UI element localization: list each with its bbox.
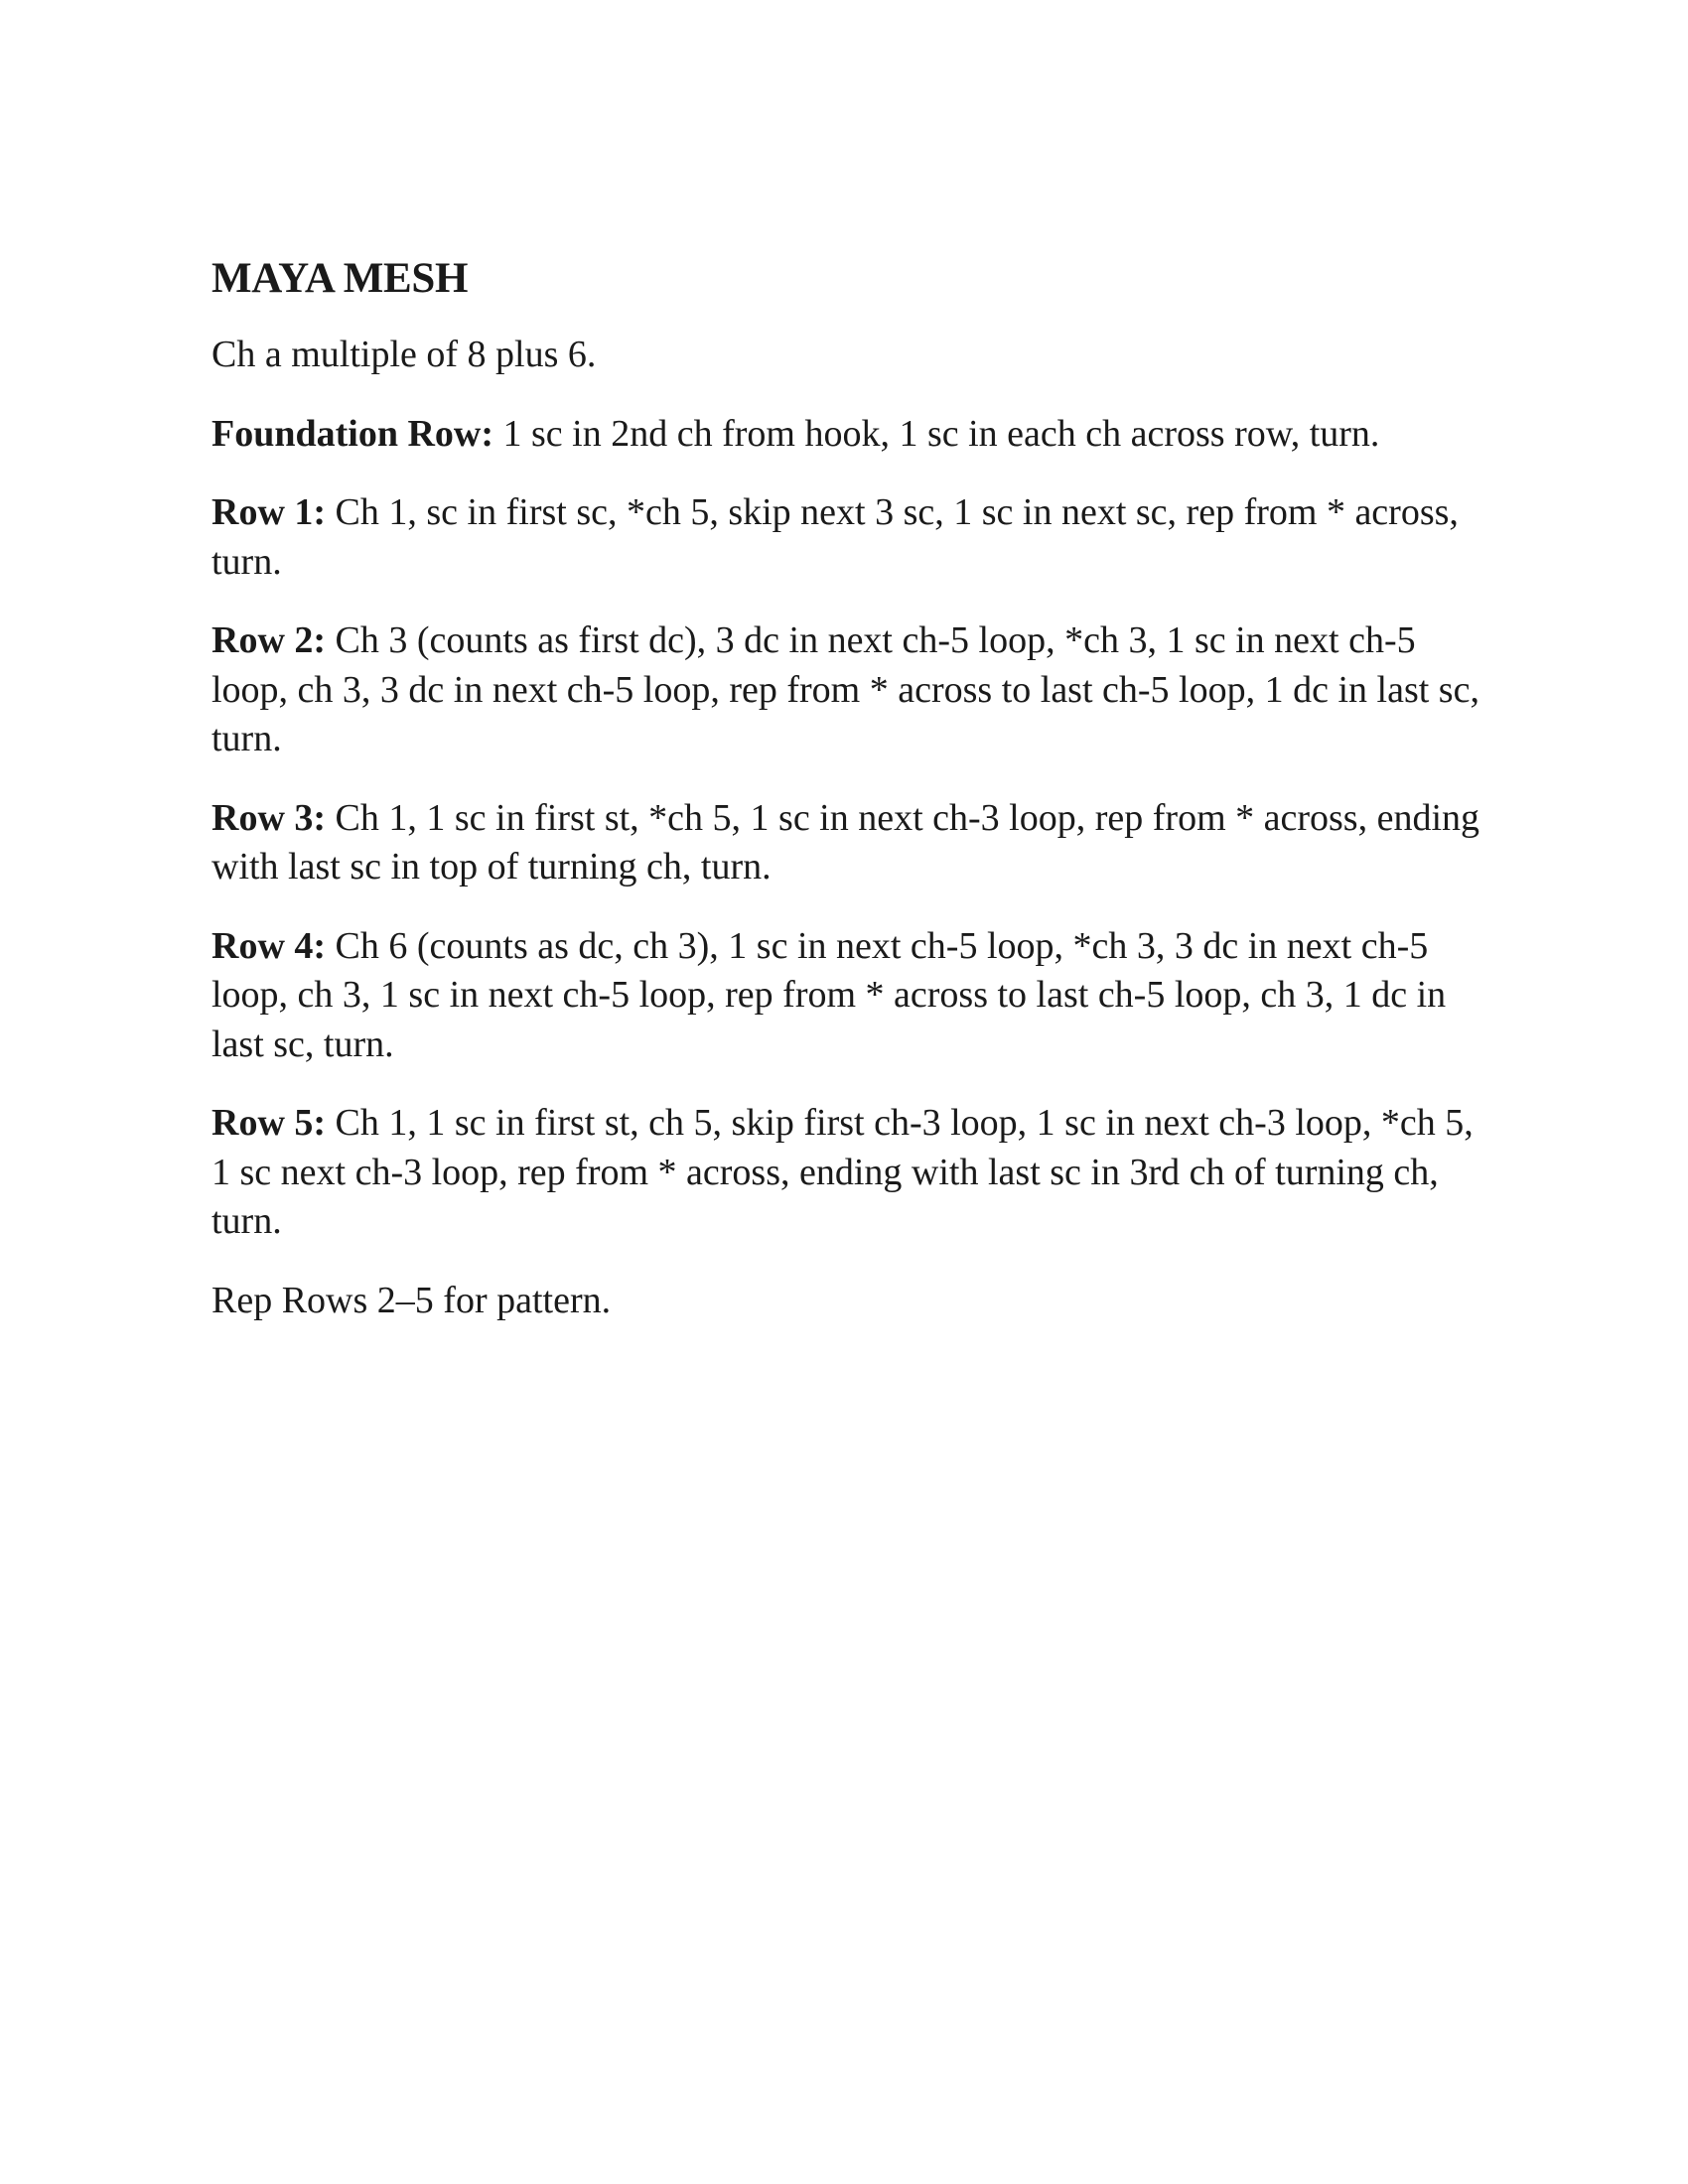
- row-3-paragraph: [211, 794, 1492, 892]
- row-text: Ch 1, 1 sc in first st, ch 5, skip first ch-3 loop, 1 sc in next ch-3 loop, *ch 5, 1 sc next ch-3 loop, rep from * across, ending with last sc in 3rd ch of turning ch, turn.: [211, 1102, 1474, 1242]
- row-text: Ch 1, sc in first sc, *ch 5, skip next 3 sc, 1 sc in next sc, rep from * across, turn.: [211, 491, 1459, 583]
- row-2-paragraph: [211, 616, 1492, 764]
- row-1-paragraph: [211, 488, 1492, 587]
- row-label: Row 4:: [211, 924, 327, 967]
- row-label: Row 3:: [211, 796, 327, 839]
- row-4-paragraph: [211, 922, 1492, 1070]
- row-label: Row 5:: [211, 1102, 327, 1144]
- closing-paragraph: Rep Rows 2–5 for pattern.: [211, 1279, 612, 1321]
- row-5-paragraph: [211, 1099, 1492, 1247]
- intro-paragraph: Ch a multiple of 8 plus 6.: [211, 334, 597, 375]
- foundation-row-paragraph: [211, 410, 1492, 460]
- pattern-title: MAYA MESH: [211, 255, 469, 302]
- row-text: 1 sc in 2nd ch from hook, 1 sc in each ch across row, turn.: [502, 412, 1380, 455]
- row-label: Foundation Row:: [211, 412, 493, 455]
- row-text: Ch 3 (counts as first dc), 3 dc in next ch-5 loop, *ch 3, 1 sc in next ch-5 loop, ch 3, 3 dc in next ch-5 loop, rep from * across to last ch-5 loop, 1 dc in last sc, turn.: [211, 619, 1479, 759]
- pattern-content: [211, 253, 1492, 1355]
- row-text: Ch 6 (counts as dc, ch 3), 1 sc in next ch-5 loop, *ch 3, 3 dc in next ch-5 loop, ch 3, 1 sc in next ch-5 loop, rep from * across to last ch-5 loop, ch 3, 1 dc in last sc, turn.: [211, 924, 1447, 1065]
- row-text: Ch 1, 1 sc in first st, *ch 5, 1 sc in next ch-3 loop, rep from * across, ending with last sc in top of turning ch, turn.: [211, 796, 1480, 887]
- row-label: Row 2:: [211, 619, 327, 661]
- row-label: Row 1:: [211, 491, 327, 533]
